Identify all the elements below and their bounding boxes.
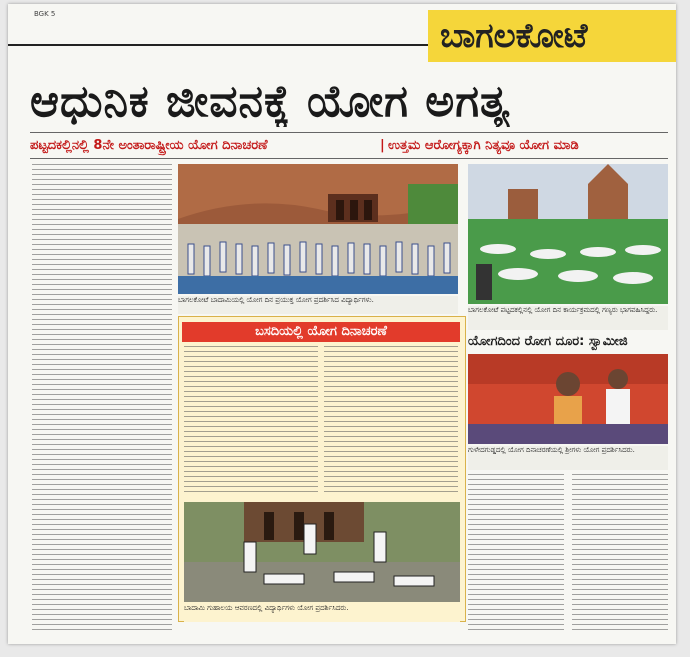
bottom-photo-caption: ಬಾದಾಮಿ ಗುಹಾಲಯ ಆವರಣದಲ್ಲಿ ವಿದ್ಯಾರ್ಥಿಗಳು ಯೋಗ ಪ್ರದರ್ಶಿಸಿದರು.: [184, 604, 460, 622]
right-yoga-photo: [468, 164, 668, 304]
right-story-column-2: [572, 474, 668, 634]
subhead-separator: |: [380, 138, 385, 153]
right-photo-caption: ಬಾಗಲಕೋಟೆ ಪಟ್ಟದಕಲ್ಲಿನಲ್ಲಿ ಯೋಗ ದಿನ ಕಾರ್ಯಕ್ರಮದಲ್ಲಿ ಗಣ್ಯರು ಭಾಗವಹಿಸಿದ್ದರು.: [468, 306, 668, 330]
main-photo-caption: ಬಾಗಲಕೋಟೆ ಬಾದಾಮಿಯಲ್ಲಿ ಯೋಗ ದಿನ ಪ್ರಯುಕ್ತ ಯೋಗ ಪ್ರದರ್ಶಿಸಿದ ವಿದ್ಯಾರ್ಥಿಗಳು.: [178, 296, 458, 314]
right-story-heading: ಯೋಗದಿಂದ ರೋಗ ದೂರ: ಸ್ವಾಮೀಜಿ: [468, 334, 628, 349]
headline: ಆಧುನಿಕ ಜೀವನಕ್ಕೆ ಯೋಗ ಅಗತ್ಯ: [30, 76, 511, 127]
left-article-column: [32, 164, 172, 634]
bottom-yoga-photo: [184, 502, 460, 602]
city-banner: ಬಾಗಲಕೋಟೆ: [428, 10, 676, 62]
swamiji-photo-caption: ಗುಳೇದಗುಡ್ಡದಲ್ಲಿ ಯೋಗ ದಿನಾಚರಣೆಯಲ್ಲಿ ಶ್ರೀಗಳು ಯೋಗ ಪ್ರದರ್ಶಿಸಿದರು.: [468, 446, 668, 470]
headline-rule: [30, 132, 668, 133]
boxed-story-column-2: [324, 346, 458, 496]
page-number: BGK 5: [34, 10, 56, 18]
right-story-column-1: [468, 474, 564, 634]
newspaper-page: [8, 4, 676, 644]
subhead-rule: [30, 158, 668, 159]
subhead-right: ಉತ್ತಮ ಆರೋಗ್ಯಕ್ಕಾಗಿ ನಿತ್ಯವೂ ಯೋಗ ಮಾಡಿ: [388, 138, 579, 153]
main-yoga-photo: [178, 164, 458, 294]
subhead-left: ಪಟ್ಟದಕಲ್ಲಿನಲ್ಲಿ 8ನೇ ಅಂತಾರಾಷ್ಟ್ರೀಯ ಯೋಗ ದಿನಾಚರಣೆ: [30, 138, 268, 153]
boxed-story-heading: ಬಸದಿಯಲ್ಲಿ ಯೋಗ ದಿನಾಚರಣೆ: [182, 322, 460, 342]
swamiji-photo: [468, 354, 668, 444]
boxed-story-column-1: [184, 346, 318, 496]
